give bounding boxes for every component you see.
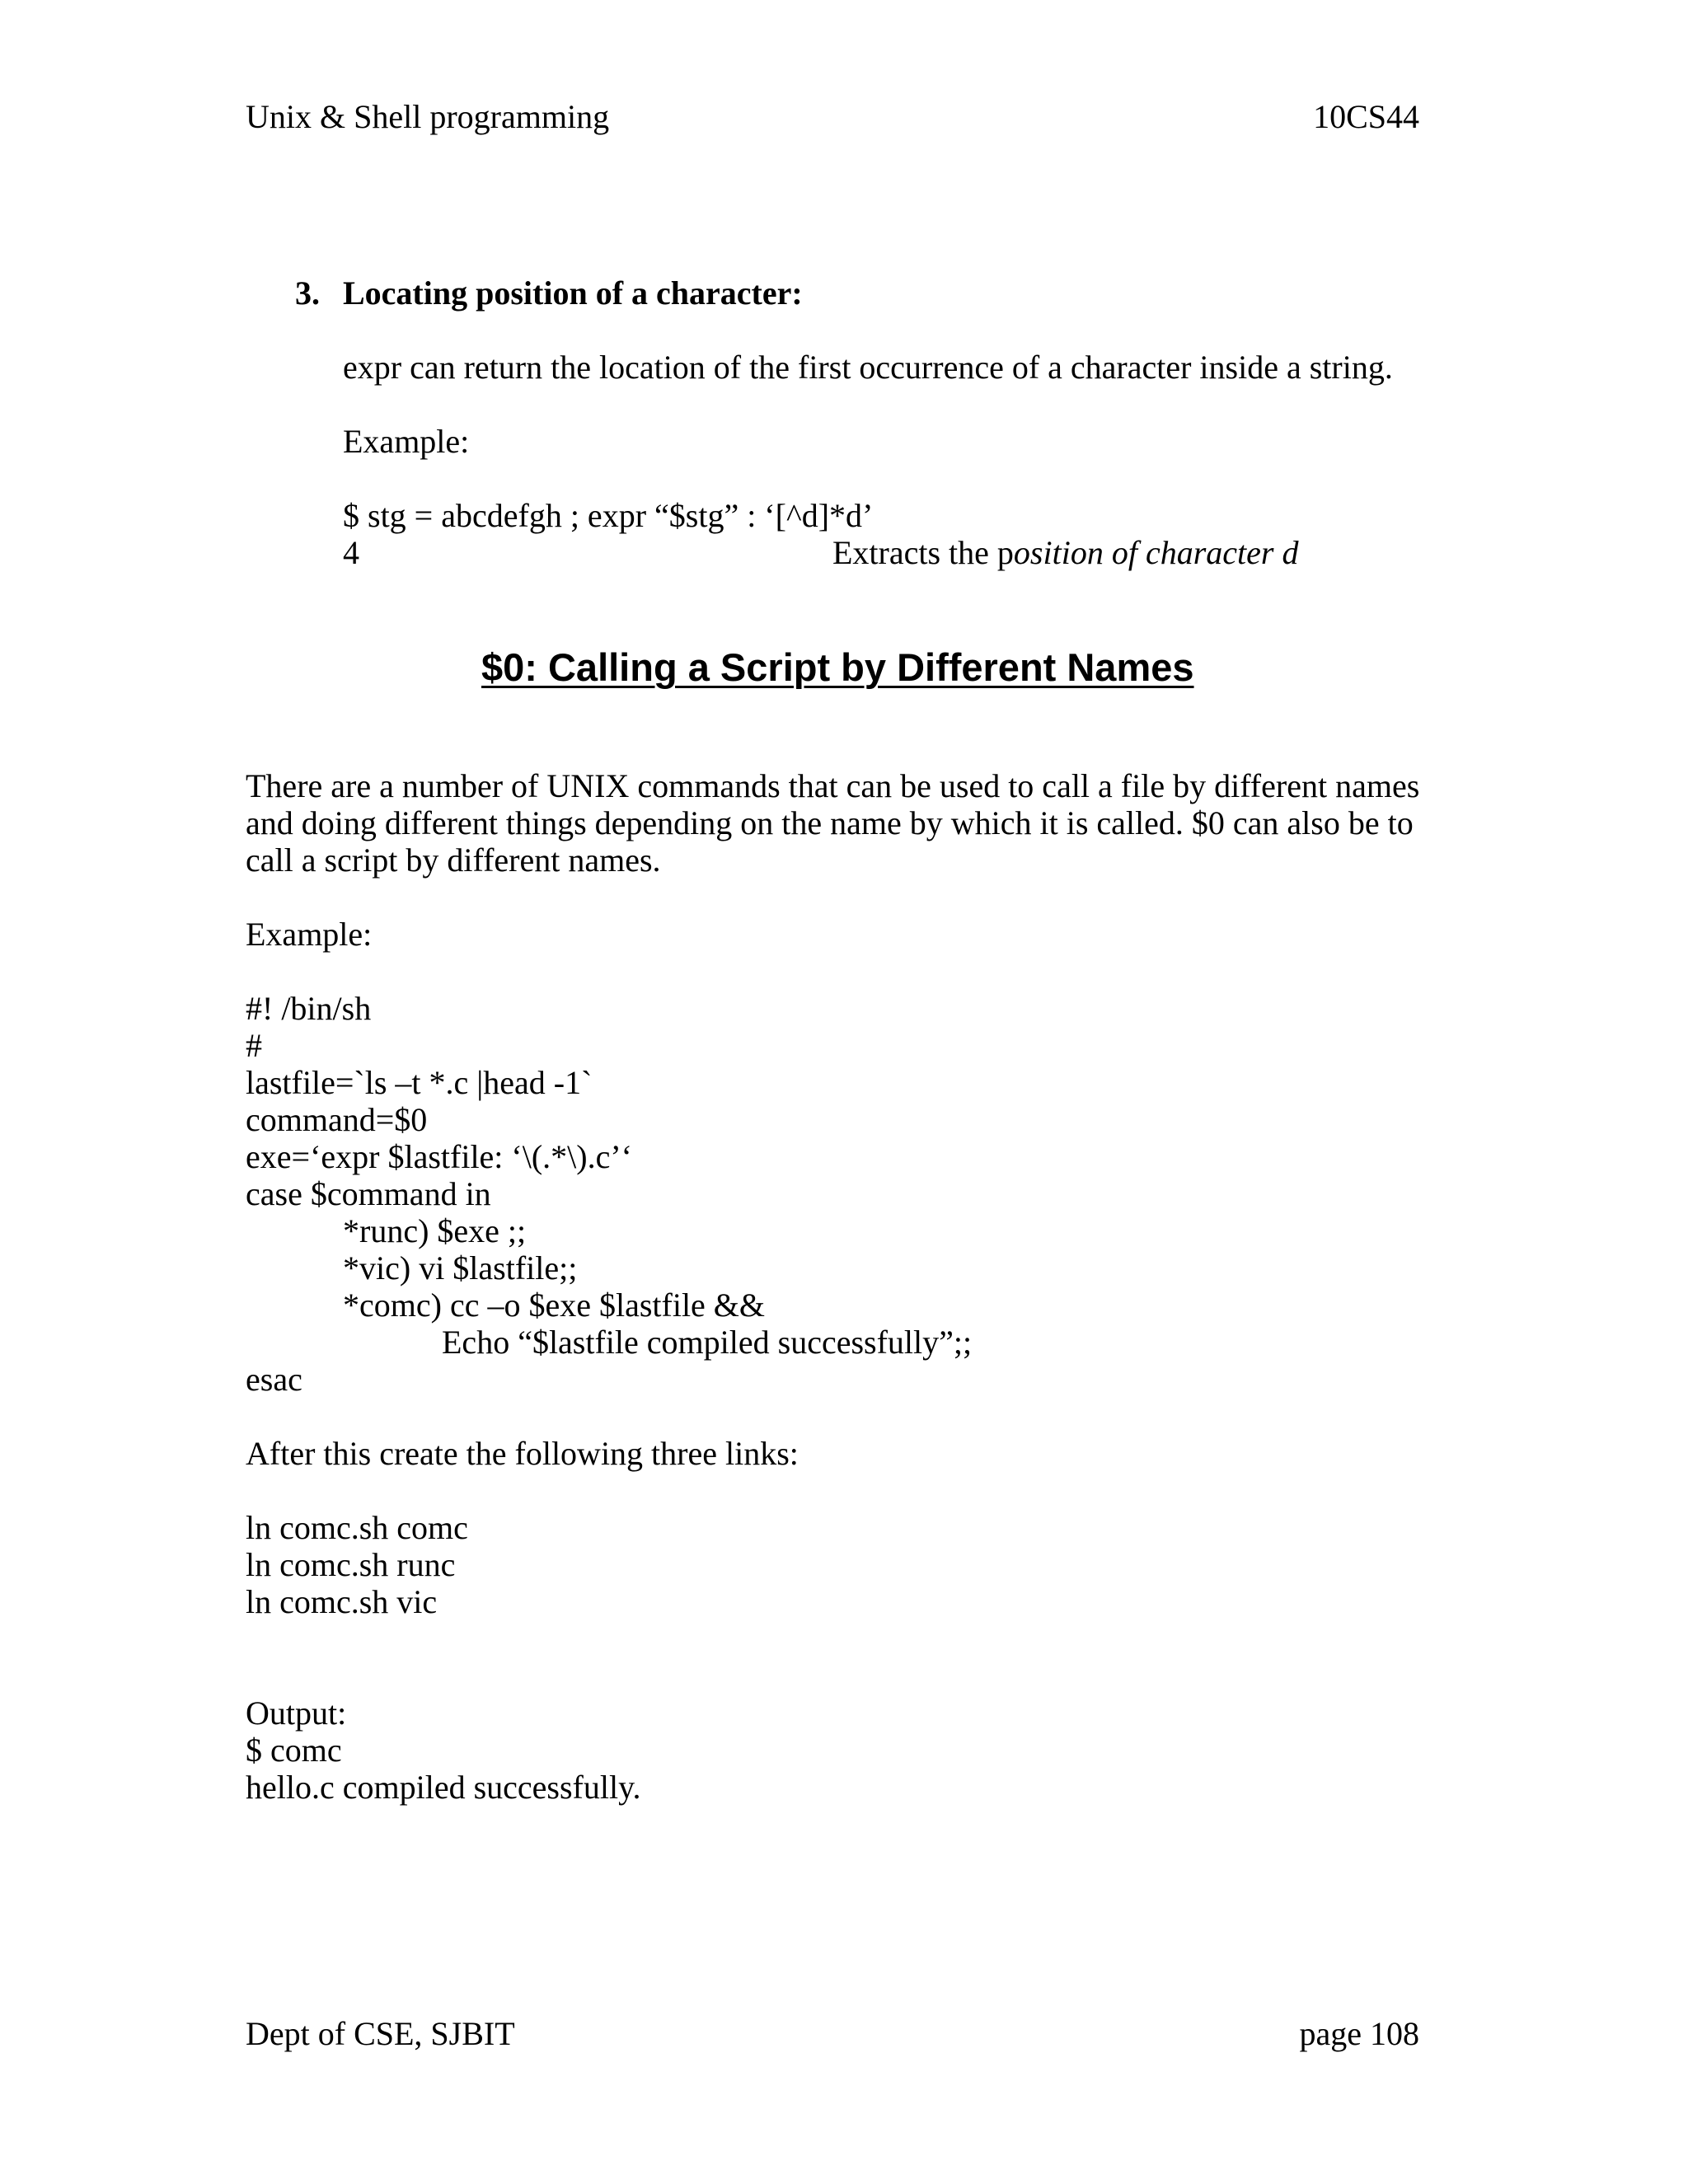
output-line: $ comc	[246, 1732, 342, 1769]
output-line: hello.c compiled successfully.	[246, 1769, 641, 1806]
section-heading: $0: Calling a Script by Different Names	[481, 645, 1194, 689]
section-example-label: Example:	[343, 423, 470, 460]
links-intro: After this create the following three links:	[246, 1435, 799, 1472]
section-number: 3.	[295, 274, 320, 312]
footer-page: page 108	[1299, 2015, 1419, 2052]
section-description: expr can return the location of the first occurrence of a character inside a string.	[343, 349, 1393, 386]
section-title: Locating position of a character:	[343, 274, 803, 312]
header-code: 10CS44	[1313, 98, 1419, 135]
script-line: *comc) cc –o $exe $lastfile &&	[343, 1286, 766, 1324]
script-line: *vic) vi $lastfile;;	[343, 1249, 578, 1286]
section-note-prefix: Extracts the p	[832, 534, 1014, 571]
script-line: #! /bin/sh	[246, 990, 372, 1027]
footer-dept: Dept of CSE, SJBIT	[246, 2015, 515, 2052]
header-title: Unix & Shell programming	[246, 98, 610, 135]
link-command: ln comc.sh runc	[246, 1546, 456, 1583]
example-label: Example:	[246, 916, 373, 953]
intro-line-2: and doing different things depending on the name by which it is called. $0 can also be to	[246, 804, 1414, 841]
script-line: case $command in	[246, 1175, 491, 1212]
link-command: ln comc.sh vic	[246, 1583, 438, 1620]
script-line: Echo “$lastfile compiled successfully”;;	[442, 1324, 973, 1361]
section-output: 4	[343, 534, 359, 571]
link-command: ln comc.sh comc	[246, 1509, 468, 1546]
script-line: esac	[246, 1361, 302, 1398]
intro-line-3: call a script by different names.	[246, 841, 661, 879]
section-command: $ stg = abcdefgh ; expr “$stg” : ‘[^d]*d’	[343, 497, 874, 534]
intro-line-1: There are a number of UNIX commands that can be used to call a file by different names	[246, 767, 1420, 804]
script-line: #	[246, 1027, 262, 1064]
section-note-italic: osition of character d	[1013, 534, 1299, 571]
output-label: Output:	[246, 1694, 347, 1732]
script-line: *runc) $exe ;;	[343, 1212, 527, 1249]
script-line: lastfile=`ls –t *.c |head -1`	[246, 1064, 593, 1101]
script-line: command=$0	[246, 1101, 428, 1138]
section-note	[832, 534, 1299, 571]
script-line: exe=‘expr $lastfile: ‘\(.*\).c’‘	[246, 1138, 633, 1175]
